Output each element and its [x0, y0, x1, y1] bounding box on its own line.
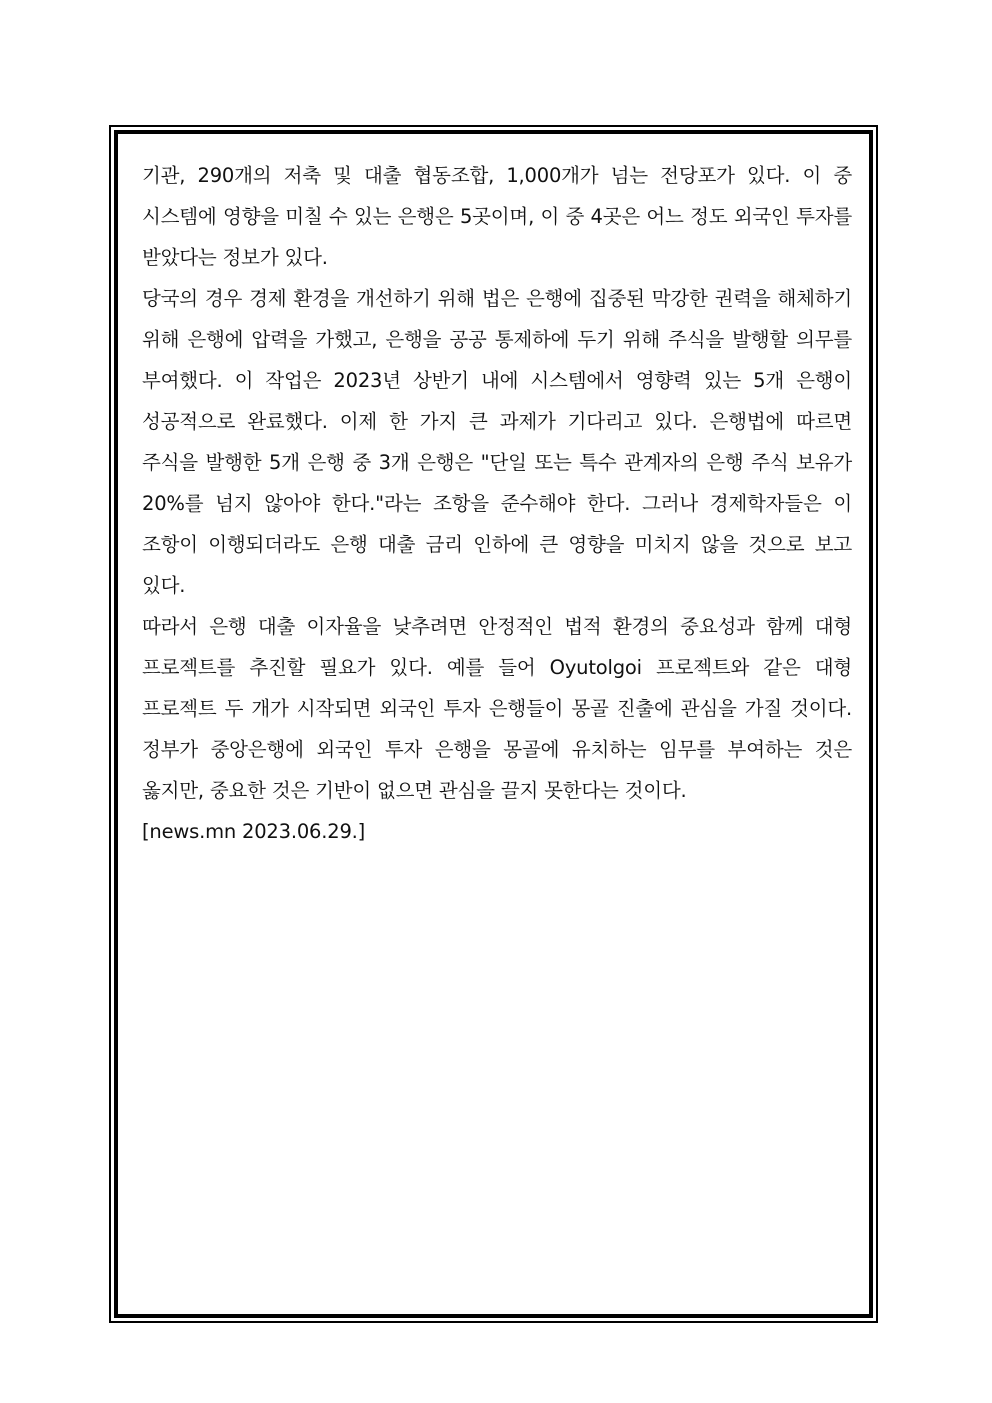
paragraph-large-projects: 따라서 은행 대출 이자율을 낮추려면 안정적인 법적 환경의 중요성과 함께 대형 프로젝트를 추진할 필요가 있다. 예를 들어 Oyutolgoi 프로젝트와 같은 대형 프로젝트 두 개가 시작되면 외국인 투자 은행들이 몽골 진출에 관심을 가질 것이다. 정부가 중앙은행에 외국인 투자 은행을 몽골에 유치하는 임무를 부여하는 것은 옳지만, 중요한 것은 기반이 없으면 관심을 끌지 못한다는 것이다.	[142, 615, 852, 802]
source-citation: [news.mn 2023.06.29.]	[142, 820, 366, 843]
paragraph-bank-overview: 기관, 290개의 저축 및 대출 협동조합, 1,000개가 넘는 전당포가 있다. 이 중 시스템에 영향을 미칠 수 있는 은행은 5곳이며, 이 중 4곳은 어느 정도 외국인 투자를 받았다는 정보가 있다.	[142, 164, 852, 269]
article-body	[142, 155, 852, 852]
paragraph-authorities-reform: 당국의 경우 경제 환경을 개선하기 위해 법은 은행에 집중된 막강한 권력을 해체하기 위해 은행에 압력을 가했고, 은행을 공공 통제하에 두기 위해 주식을 발행할 의무를 부여했다. 이 작업은 2023년 상반기 내에 시스템에서 영향력 있는 5개 은행이 성공적으로 완료했다. 이제 한 가지 큰 과제가 기다리고 있다. 은행법에 따르면 주식을 발행한 5개 은행 중 3개 은행은 "단일 또는 특수 관계자의 은행 주식 보유가 20%를 넘지 않아야 한다."라는 조항을 준수해야 한다. 그러나 경제학자들은 이 조항이 이행되더라도 은행 대출 금리 인하에 큰 영향을 미치지 않을 것으로 보고 있다.	[142, 287, 852, 597]
